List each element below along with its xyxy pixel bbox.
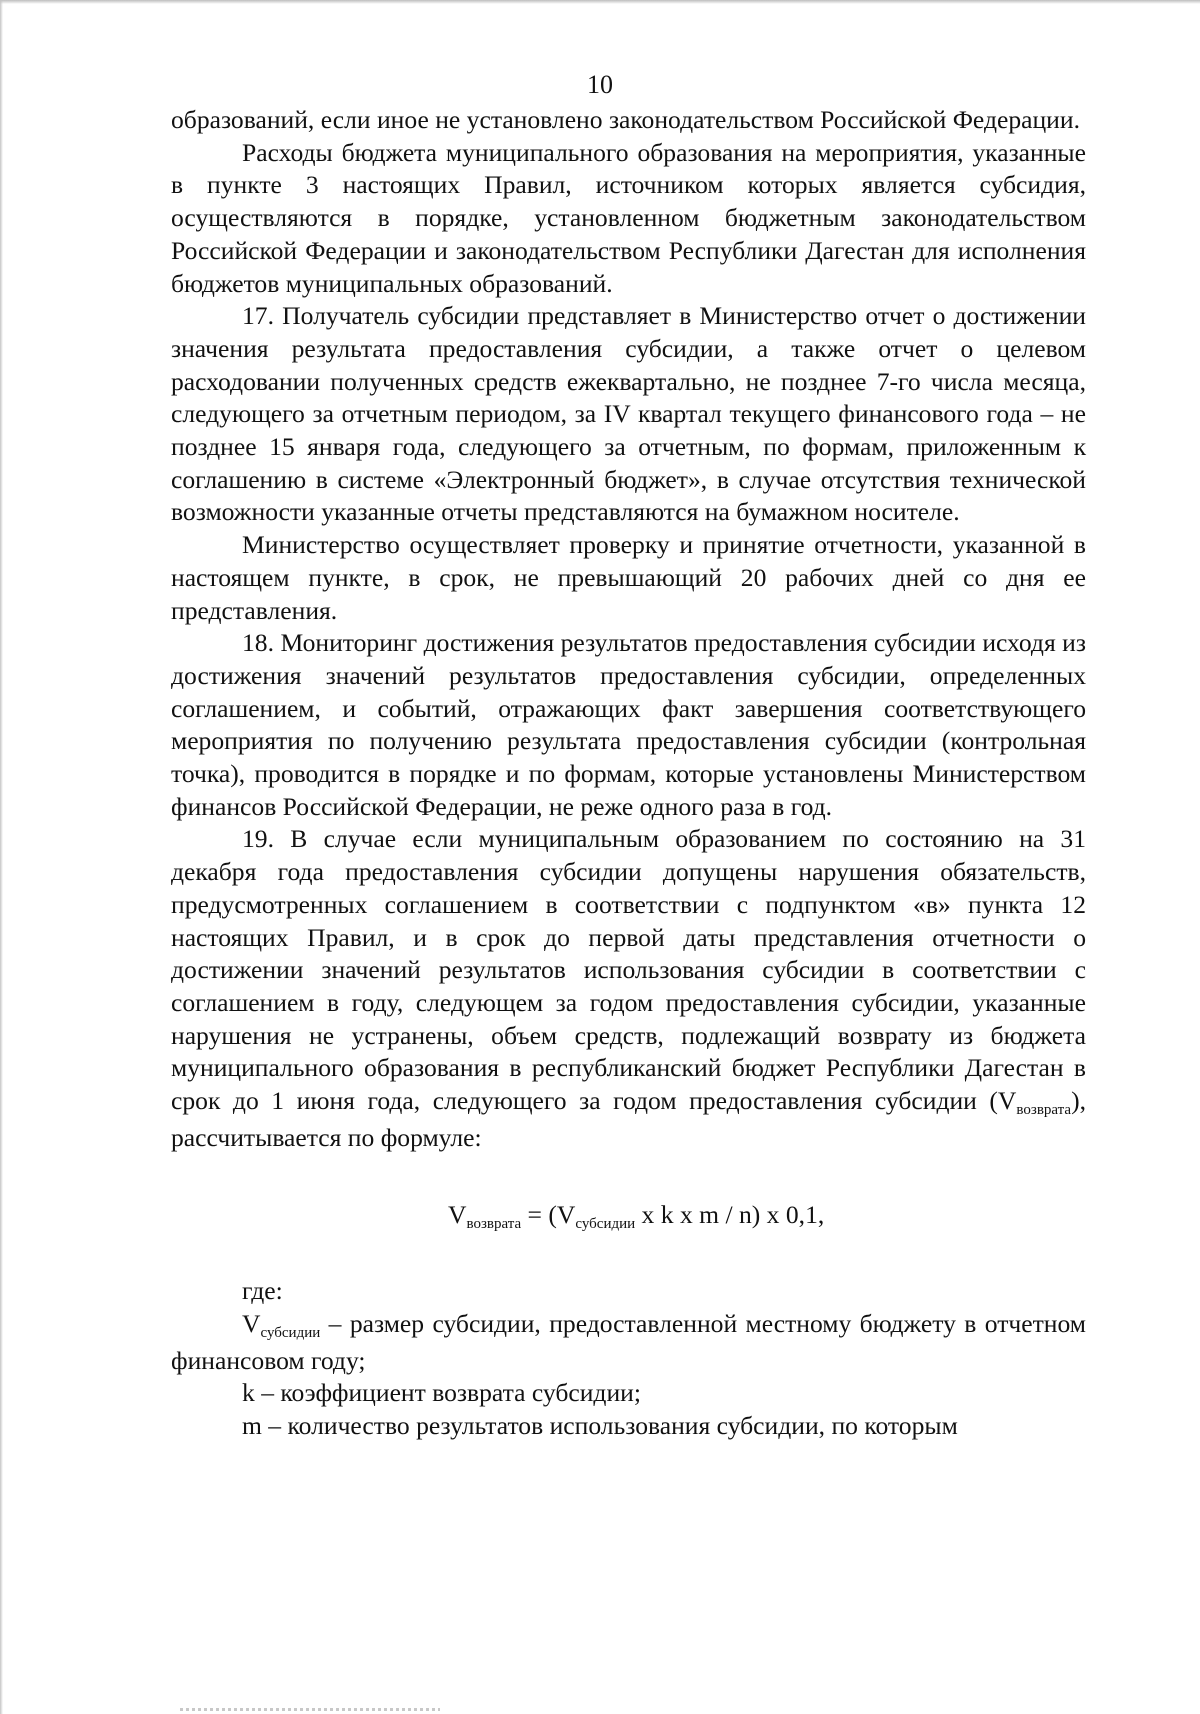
paragraph-def-k: k – коэффициент возврата субсидии;: [242, 1378, 641, 1408]
paragraph-ministry-check: Министерство осуществляет проверку и принятие отчетности, указанной в настоящем пункте, в срок, не превышающий 20 рабочих дней со дня ее представления.: [171, 530, 1086, 625]
scan-edge-top: [0, 0, 1200, 4]
paragraph-where: где:: [242, 1276, 283, 1306]
item-19-subscript: возврата: [1016, 1102, 1072, 1119]
page-number: 10: [587, 70, 613, 99]
paragraph-item-18: 18. Мониторинг достижения результатов предоставления субсидии исходя из достижения значений результатов предоставления субсидии, определенных соглашением, и событий, отражающих факт завершения соответствующего мероприятия по получению результата предоставления субсидии (контрольная точка), проводится в порядке и по формам, которые установлены Министерством финансов Российской Федерации, не реже одного раза в год.: [171, 628, 1086, 821]
paragraph-item-19: [171, 823, 1086, 1154]
paragraph-def-m: m – количество результатов использования субсидии, по которым: [242, 1411, 958, 1441]
scan-edge-bottom: [180, 1708, 440, 1711]
def-v-subscript: субсидии: [260, 1324, 321, 1341]
formula-sub-return: возврата: [466, 1215, 522, 1232]
formula-rest: x k x m / n) x 0,1,: [635, 1199, 825, 1229]
paragraph-def-v-subsidy: [171, 1308, 1086, 1377]
document-body: [171, 104, 1086, 1443]
formula: [171, 1199, 1086, 1236]
item-19-text: 19. В случае если муниципальным образованием по состоянию на 31 декабря года предоставления субсидии допущены нарушения обязательств, предусмотренных соглашением в соответствии с подпунктом «в» пункта 12 настоящих Правил, и в срок до первой даты представления отчетности о достижении значений результатов использования субсидии в соответствии с соглашением в году, следующем за годом предоставления субсидии, указанные нарушения не устранены, объем средств, подлежащий возврату из бюджета муниципального образования в республиканский бюджет Республики Дагестан в срок до 1 июня года, следующего за годом предоставления субсидии (V: [171, 824, 1086, 1116]
paragraph-item-17: 17. Получатель субсидии представляет в Министерство отчет о достижении значения результата предоставления субсидии, а также отчет о целевом расходовании полученных средств ежеквартально, не позднее 7-го числа месяца, следующего за отчетным периодом, за IV квартал текущего финансового года – не позднее 15 января года, следующего за отчетным, по формам, приложенным к соглашению в системе «Электронный бюджет», в случае отсутствия технической возможности указанные отчеты представляются на бумажном носителе.: [171, 301, 1086, 527]
formula-eq-open: = (V: [521, 1199, 576, 1229]
item-19-tail: ), рассчитывается по формуле:: [171, 1086, 1086, 1152]
def-v-text: – размер субсидии, предоставленной местному бюджету в отчетном финансовом году;: [171, 1308, 1086, 1375]
scan-edge-left: [0, 0, 3, 1714]
def-v: V: [242, 1308, 261, 1338]
formula-sub-subsidy: субсидии: [575, 1215, 636, 1232]
formula-v: V: [448, 1199, 467, 1229]
paragraph-budget-expenses: Расходы бюджета муниципального образования на мероприятия, указанные в пункте 3 настоящих Правил, источником которых является субсидия, осуществляются в порядке, установленном бюджетным законодательством Российской Федерации и законодательством Республики Дагестан для исполнения бюджетов муниципальных образований.: [171, 137, 1086, 298]
paragraph-continuation: образований, если иное не установлено законодательством Российской Федерации.: [171, 105, 1080, 134]
